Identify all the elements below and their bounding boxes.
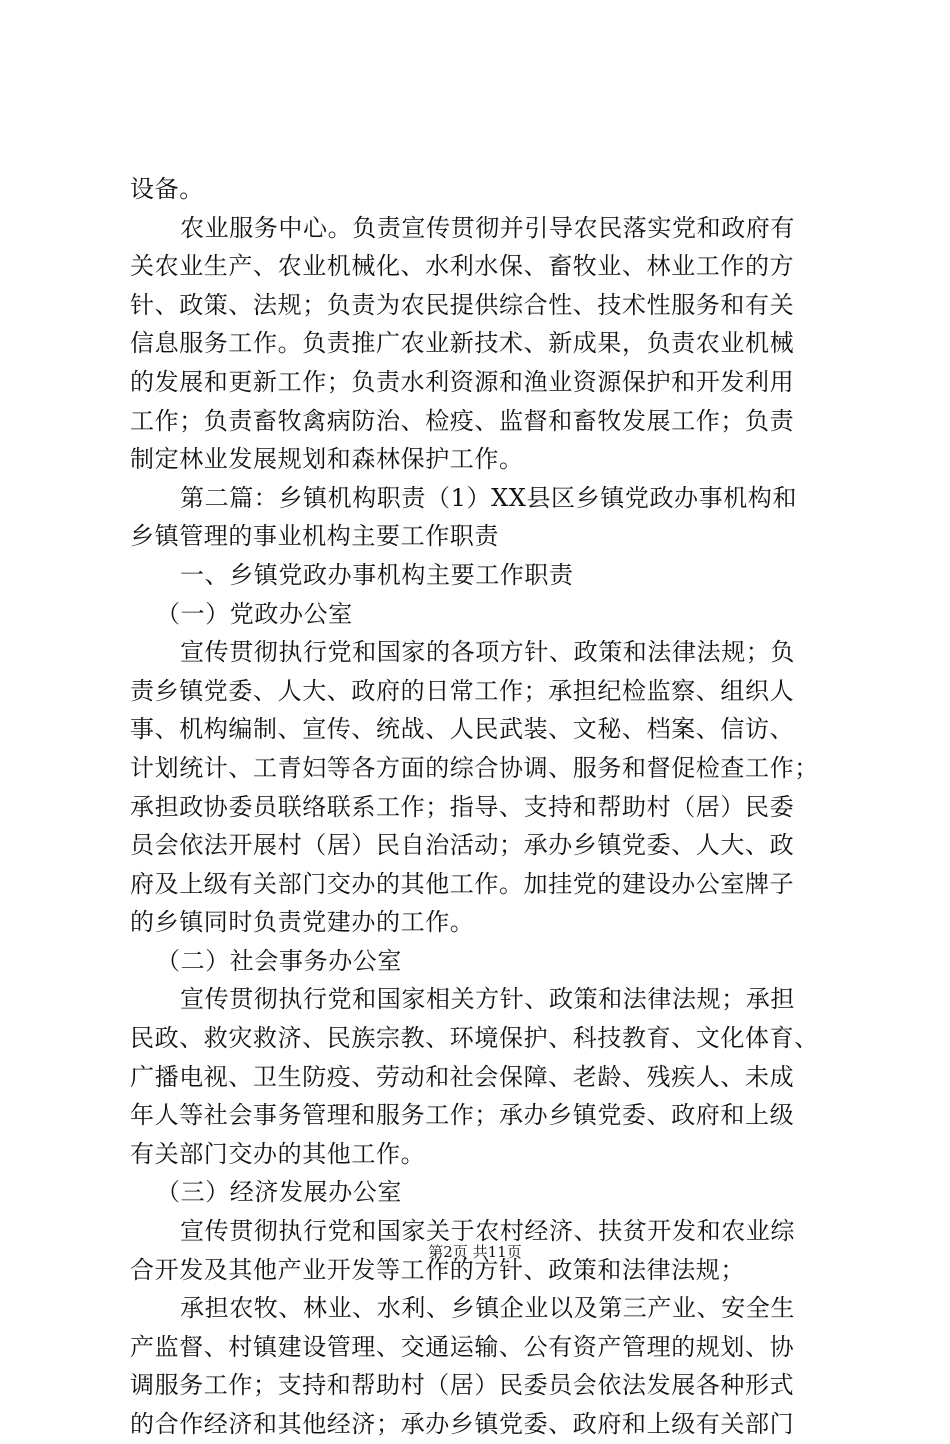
text-line: 计划统计、工青妇等各方面的综合协调、服务和督促检查工作； [130,753,819,782]
text-line: 有关部门交办的其他工作。 [130,1139,426,1168]
section-heading: 第二篇：乡镇机构职责（1）XX县区乡镇党政办事机构和 [180,483,798,512]
text-line: 合开发及其他产业开发等工作的方针、政策和法律法规； [130,1255,745,1284]
text-line: 员会依法开展村（居）民自治活动；承办乡镇党委、人大、政 [130,831,795,860]
text-line: 制定林业发展规划和森林保护工作。 [130,445,524,474]
page-footer [0,1242,950,1262]
text-line: 的发展和更新工作；负责水利资源和渔业资源保护和开发利用 [130,367,795,396]
section-heading: 乡镇管理的事业机构主要工作职责 [130,522,499,551]
text-line: 的合作经济和其他经济；承办乡镇党委、政府和上级有关部门 [130,1410,795,1438]
text-line: 信息服务工作。负责推广农业新技术、新成果，负责农业机械 [130,329,795,358]
text-line: 设备。 [130,175,204,203]
subsection-heading: （一）党政办公室 [156,599,353,628]
text-line: 的乡镇同时负责党建办的工作。 [130,908,475,937]
text-line: 责乡镇党委、人大、政府的日常工作；承担纪检监察、组织人 [130,676,795,705]
text-line: 针、政策、法规；负责为农民提供综合性、技术性服务和有关 [130,290,795,319]
page-number: 第2页 共11页 [428,1243,522,1261]
text-line: 事、机构编制、宣传、统战、人民武装、文秘、档案、信访、 [130,715,795,744]
text-line: 府及上级有关部门交办的其他工作。加挂党的建设办公室牌子 [130,869,795,898]
subsection-heading: （二）社会事务办公室 [156,946,402,975]
text-line: 关农业生产、农业机械化、水利水保、畜牧业、林业工作的方 [130,252,795,281]
text-line: 承担政协委员联络联系工作；指导、支持和帮助村（居）民委 [130,792,795,821]
text-line: 承担农牧、林业、水利、乡镇企业以及第三产业、安全生 [180,1294,795,1323]
subsection-heading: （三）经济发展办公室 [156,1178,402,1207]
subsection-heading: 一、乡镇党政办事机构主要工作职责 [180,560,574,589]
text-line: 农业服务中心。负责宣传贯彻并引导农民落实党和政府有 [180,213,795,242]
text-line: 广播电视、卫生防疫、劳动和社会保障、老龄、残疾人、未成 [130,1062,795,1091]
text-line: 宣传贯彻执行党和国家的各项方针、政策和法律法规；负 [180,638,795,667]
text-line: 产监督、村镇建设管理、交通运输、公有资产管理的规划、协 [130,1332,795,1361]
text-line: 民政、救灾救济、民族宗教、环境保护、科技教育、文化体育、 [130,1024,819,1053]
text-line: 宣传贯彻执行党和国家相关方针、政策和法律法规；承担 [180,985,795,1014]
text-line: 工作；负责畜牧禽病防治、检疫、监督和畜牧发展工作；负责 [130,406,795,435]
text-line: 调服务工作；支持和帮助村（居）民委员会依法发展各种形式 [130,1371,795,1400]
text-line: 年人等社会事务管理和服务工作；承办乡镇党委、政府和上级 [130,1101,795,1130]
text-line: 宣传贯彻执行党和国家关于农村经济、扶贫开发和农业综 [180,1217,795,1246]
